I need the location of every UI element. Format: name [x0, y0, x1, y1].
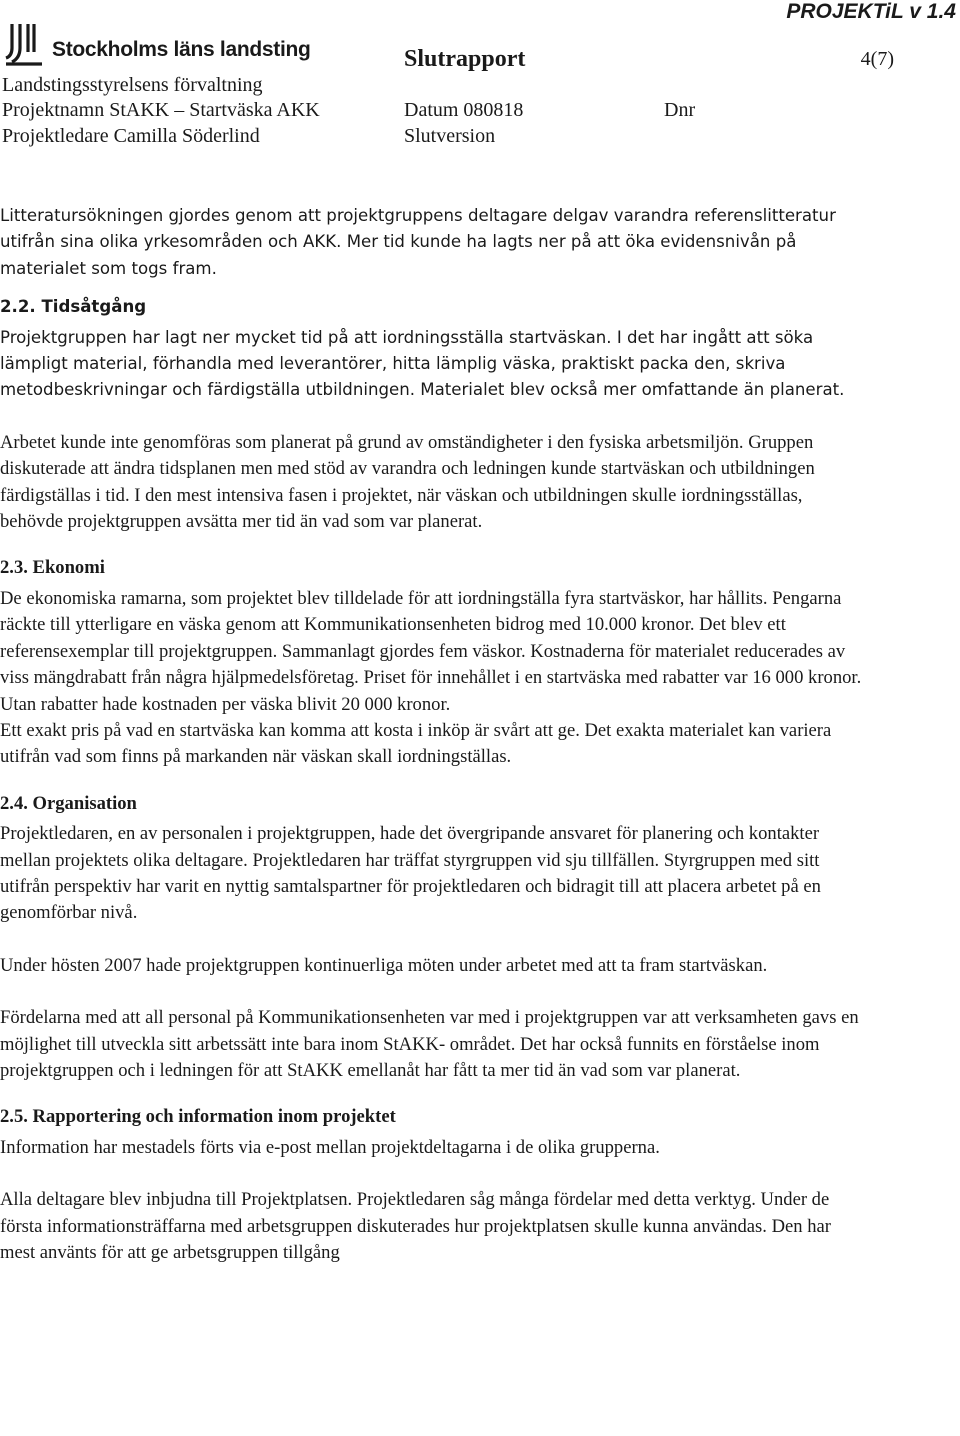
paragraph: Ett exakt pris på vad en startväska kan komma att kosta i inköp är svårt att ge. Det exakta materialet kan variera utifrån vad som finns på markanden när väskan skall iordningställas. [0, 719, 832, 768]
section-title: Ekonomi [32, 557, 105, 579]
section-title: Organisation [32, 792, 137, 814]
paragraph: Projektledaren, en av personalen i projektgruppen, hade det övergripande ansvaret för planering och kontakter mellan projektets olika deltagare. Projektledaren har träffat styrgruppen vid sju tillfällen. Styrgruppen med sitt utifrån perspektiv har varit en nyttig samtalspartner för projektledaren och bidragit till att placera arbetet på en genomförbar nivå. [0, 823, 821, 924]
paragraph: Fördelarna med att all personal på Kommunikationsenheten var med i projektgruppen var att verksamheten gavs en möjlighet till utveckla sitt arbetssätt inte bara inom StAKK- området. Det har också funnits en förståelse inom projektgruppen och i ledningen för att StAKK emellanåt har fått ta mer tid än vad som var planerat. [0, 1007, 859, 1081]
project-leader: Projektledare Camilla Söderlind [2, 125, 260, 147]
page-number: 4(7) [860, 48, 894, 70]
section-title: Rapportering och information inom projektet [32, 1106, 396, 1128]
section-number: 2.3. [0, 557, 28, 579]
brand-name: Stockholms läns landsting [52, 38, 311, 61]
section-heading-2-4 [0, 791, 870, 817]
document-body [0, 203, 870, 1266]
document-version: Slutversion [404, 125, 496, 147]
organization-name: Landstingsstyrelsens förvaltning [2, 74, 263, 96]
project-version-tag: PROJEKTiL v 1.4 [786, 0, 956, 23]
paragraph: Alla deltagare blev inbjudna till Projektplatsen. Projektledaren såg många fördelar med detta verktyg. Under de första informationsträffarna med arbetsgruppen diskuterades hur projektplatsen skulle kunna användas. Den har mest använts för att ge arbetsgruppen tillgång [0, 1189, 831, 1263]
diary-number-label: Dnr [664, 99, 696, 121]
project-name: Projektnamn StAKK – Startväska AKK [2, 99, 320, 121]
intro-paragraph: Litteratursökningen gjordes genom att projektgruppens deltagare delgav varandra referenslitteratur utifrån sina olika yrkesområden och AKK. Mer tid kunde ha lagts ner på att öka evidensnivån på materialet som togs fram. [0, 206, 836, 278]
section-heading-2-2: 2.2. Tidsåtgång [0, 297, 147, 317]
paragraph: Projektgruppen har lagt ner mycket tid på att iordningsställa startväskan. I det har ingått att söka lämpligt material, förhandla med leverantörer, hitta lämplig väska, praktiskt packa den, skriva metodbeskrivningar och färdigställa utbildningen. Materialet blev också mer omfattande än planerat. [0, 327, 845, 400]
section-heading-2-5 [0, 1104, 870, 1130]
paragraph: Under hösten 2007 hade projektgruppen kontinuerliga möten under arbetet med att ta fram startväskan. [0, 954, 768, 976]
document-title: Slutrapport [404, 46, 526, 72]
paragraph: Arbetet kunde inte genomföras som planerat på grund av omständigheter i den fysiska arbetsmiljön. Gruppen diskuterade att ändra tidsplanen men med stöd av varandra och ledningen kunde startväskan och utbildningen färdigställas i tid. I den mest intensiva fasen i projektet, när väskan och utbildningen skulle iordningsställas, behövde projektgruppen avsätta mer tid än vad som var planerat. [0, 431, 815, 533]
document-date: Datum 080818 [404, 99, 524, 121]
section-number: 2.5. [0, 1106, 28, 1128]
paragraph: Information har mestadels förts via e-post mellan projektdeltagarna i de olika grupperna. [0, 1136, 660, 1158]
paragraph: De ekonomiska ramarna, som projektet blev tilldelade för att iordningställa fyra startväskor, har hållits. Pengarna räckte till ytterligare en väska genom att Kommunikationsenheten bidrog med 10.000 kronor. Det blev ett referensexemplar till projektgruppen. Sammanlagt gjordes fem väskor. Kostnaderna för materialet reducerades av viss mängdrabatt från några hjälpmedelsföretag. Priset för innehållet i en startväska med rabatter var 16 000 kronor. Utan rabatter hade kostnaden per väska blivit 20 000 kronor. [0, 587, 862, 715]
section-heading-2-3 [0, 555, 870, 581]
section-number: 2.4. [0, 792, 28, 814]
sll-logo-icon [4, 22, 44, 66]
